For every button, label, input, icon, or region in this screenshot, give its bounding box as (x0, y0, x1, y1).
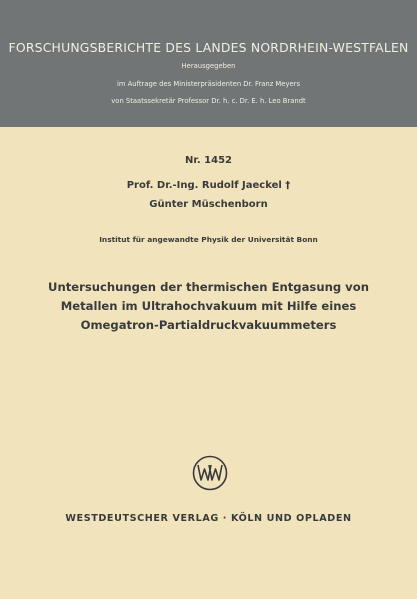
auftrag-line: im Auftrage des Ministerpräsidenten Dr. Franz Meyers (116, 80, 301, 88)
author-1: Prof. Dr.-Ing. Rudolf Jaeckel † (126, 180, 291, 191)
editor-line: von Staatssekretär Professor Dr. h. c. Dr. E. h. Leo Brandt (111, 97, 306, 105)
series-title: FORSCHUNGSBERICHTE DES LANDES NORDRHEIN-WESTFALEN (8, 40, 409, 55)
title-line-1: Untersuchungen der thermischen Entgasung von (48, 280, 369, 294)
ww-publisher-logo-icon (192, 455, 228, 491)
institute: Institut für angewandte Physik der Universität Bonn (99, 235, 318, 244)
report-number: Nr. 1452 (185, 155, 232, 166)
publisher-line: WESTDEUTSCHER VERLAG · KÖLN UND OPLADEN (65, 513, 352, 524)
author-2: Günter Müschenborn (149, 199, 268, 210)
title-line-3: Omegatron-Partialdruckvakuummeters (80, 318, 337, 332)
series-header-band (0, 0, 417, 127)
herausgegeben-line: Herausgegeben (181, 62, 236, 70)
report-title (20, 278, 397, 335)
title-line-2: Metallen im Ultrahochvakuum mit Hilfe eines (60, 299, 357, 313)
